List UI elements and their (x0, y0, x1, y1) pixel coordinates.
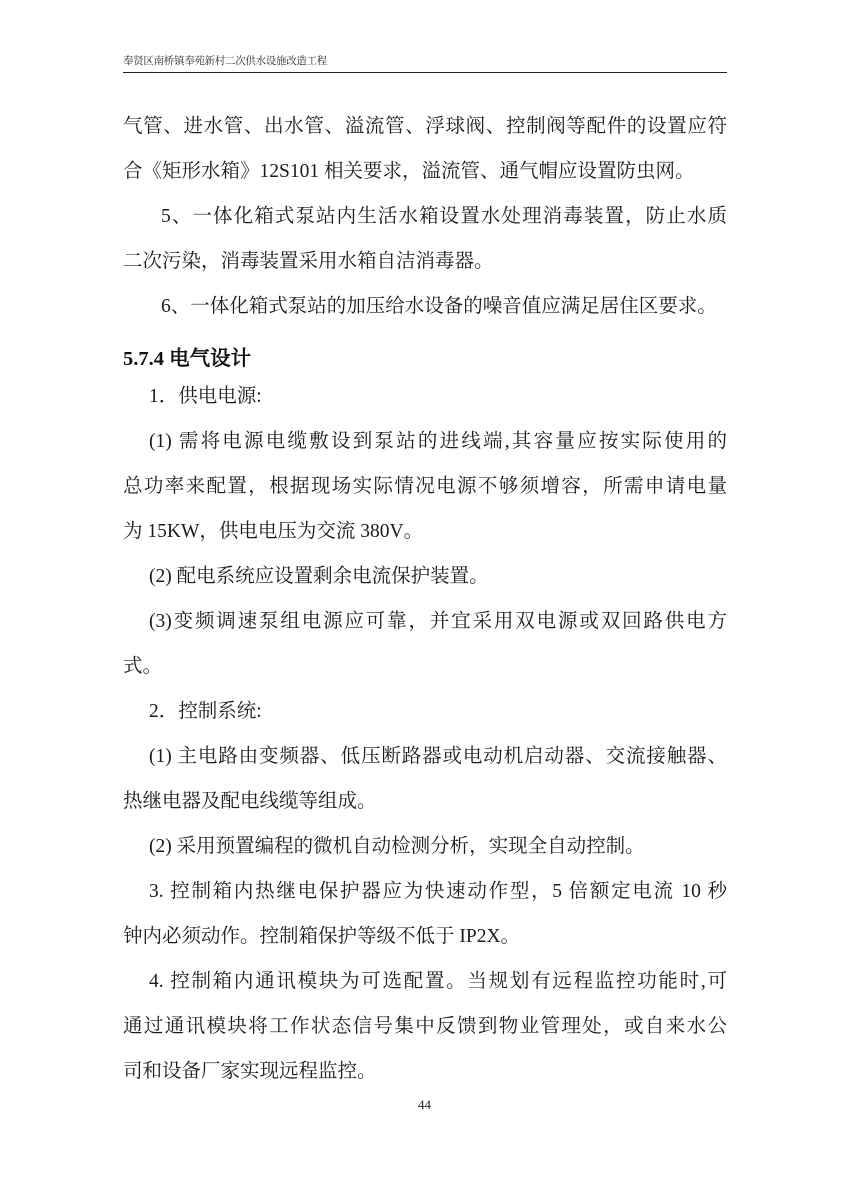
paragraph (123, 284, 727, 329)
text-line: (3)变频调速泵组电源应可靠，并宜采用双电源或双回路供电方 (149, 611, 727, 632)
text-line: 为 15KW，供电电压为交流 380V。 (123, 521, 424, 542)
paragraph (123, 599, 727, 689)
text-line: (1) 主电路由变频器、低压断路器或电动机启动器、交流接触器、 (149, 746, 727, 767)
text-line: 气管、进水管、出水管、溢流管、浮球阀、控制阀等配件的设置应符 (123, 116, 727, 137)
text-line: 司和设备厂家实现远程监控。 (123, 1061, 377, 1082)
paragraph (123, 104, 727, 194)
text-line: 式。 (123, 656, 163, 677)
text-line: 合《矩形水箱》12S101 相关要求，溢流管、通气帽应设置防虫网。 (123, 161, 695, 182)
paragraph (123, 734, 727, 824)
paragraph (123, 869, 727, 959)
paragraph (123, 194, 727, 284)
running-header (123, 55, 727, 73)
document-body (123, 104, 727, 1094)
header-project-title: 奉贤区南桥镇奉苑新村二次供水设施改造工程 (123, 56, 327, 67)
paragraph (123, 959, 727, 1094)
paragraph (123, 689, 727, 734)
text-line: 6、一体化箱式泵站的加压给水设备的噪音值应满足居住区要求。 (161, 296, 717, 317)
text-line: 3. 控制箱内热继电保护器应为快速动作型，5 倍额定电流 10 秒 (149, 881, 727, 902)
text-line: 5、一体化箱式泵站内生活水箱设置水处理消毒装置，防止水质 (161, 206, 727, 227)
text-line: 二次污染，消毒装置采用水箱自洁消毒器。 (123, 251, 494, 272)
text-line: 2．控制系统: (149, 701, 262, 722)
paragraph (123, 554, 727, 599)
text-line: 4. 控制箱内通讯模块为可选配置。当规划有远程监控功能时,可 (149, 971, 727, 992)
page-footer (0, 1097, 849, 1113)
text-line: 热继电器及配电线缆等组成。 (123, 791, 377, 812)
text-line: 总功率来配置，根据现场实际情况电源不够须增容，所需申请电量 (123, 476, 727, 497)
text-line: 1．供电电源: (149, 386, 262, 407)
text-line: (2) 配电系统应设置剩余电流保护装置。 (149, 566, 489, 587)
text-line: (1) 需将电源电缆敷设到泵站的进线端,其容量应按实际使用的 (149, 431, 727, 452)
paragraph (123, 824, 727, 869)
section-heading: 5.7.4 电气设计 (123, 348, 252, 370)
text-line: 通过通讯模块将工作状态信号集中反馈到物业管理处，或自来水公 (123, 1016, 727, 1037)
text-line: 钟内必须动作。控制箱保护等级不低于 IP2X。 (123, 926, 521, 947)
paragraph (123, 419, 727, 554)
text-line: (2) 采用预置编程的微机自动检测分析，实现全自动控制。 (149, 836, 645, 857)
page-number: 44 (418, 1097, 431, 1112)
